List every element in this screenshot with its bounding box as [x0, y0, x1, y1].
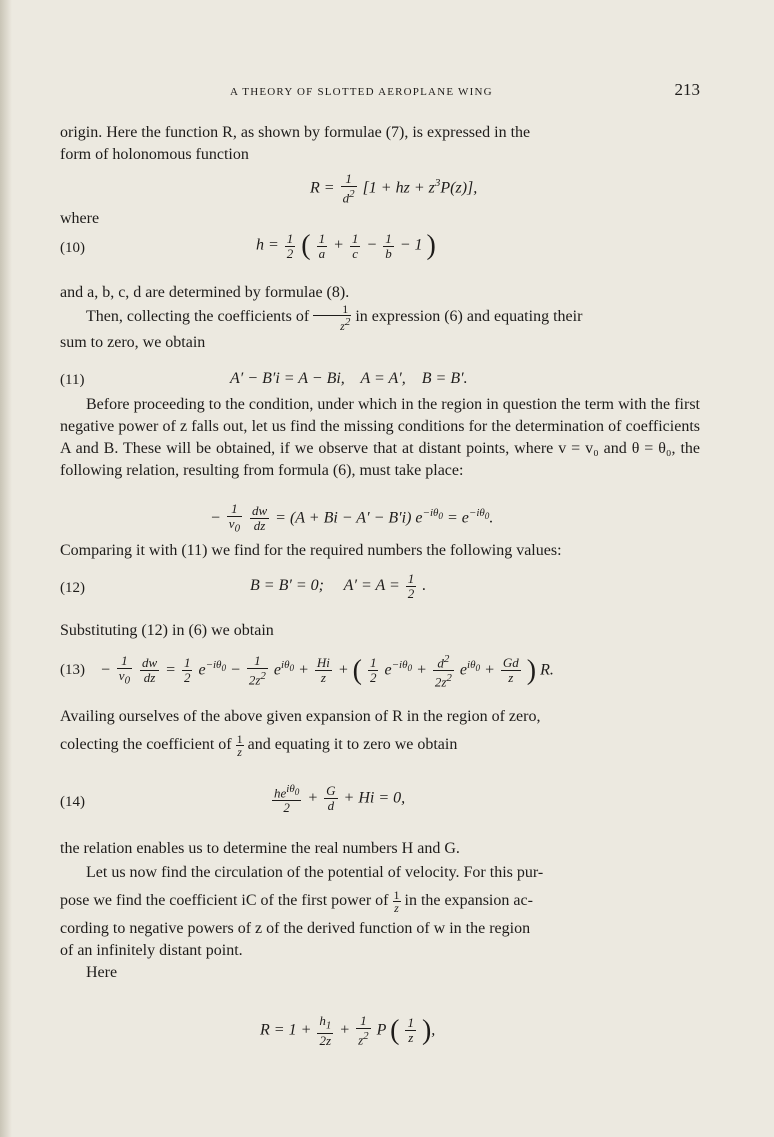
paragraph-intro — [60, 122, 700, 166]
equation-number: (12) — [60, 580, 85, 596]
equation-12: (12) B = B′ = 0; A′ = A = $\frac{1}{2}$ . — [60, 571, 427, 601]
paragraph-fragment: Then, collecting the coefficients of — [86, 308, 310, 325]
equation-number: (14) — [60, 794, 85, 810]
equation-13: (13) − $\frac{1}{v_0}$ $\frac{dw}{dz}$ = $\frac{1}{2}$ $e^{-i\theta_0}$ − $\frac{1}{2z^2}$ $e^{i\theta_0}$ + $\frac{Hi}{z}$ + ( $\frac{1}{2}$ $e^{-i\theta_0}$ + $\frac{d^2}{2z^2}$ $e^{i\theta_0}$ + $\frac{Gd}{z}$ ) R. — [60, 653, 554, 690]
paragraph-circulation: Let us now find the circulation of the potential of velocity. For this pur- pose we find the coefficient iC of the first power of $\frac{1}{z}$ in the expansion ac- cording to negative powers of z of the derived function of w in the region of an infinitely distant point. Here — [60, 862, 700, 984]
paragraph-before-proceeding: Before proceeding to the condition, under which in the region in question the term with the first negative power of z falls out, let us find the missing conditions for the determination of coefficients A and B. These will be obtained, if we observe that at distant points, where v = v₀ and θ = θ₀, the following relation, resulting from formula (6), must take place: — [60, 396, 700, 479]
paragraph-fragment: and equating it to zero we obtain — [247, 736, 458, 753]
equation-number: (10) — [60, 240, 85, 256]
equation-number: (11) — [60, 372, 85, 388]
paragraph-line: form of holonomous function — [60, 146, 249, 163]
paragraph-line: sum to zero, we obtain — [60, 334, 206, 351]
paragraph-fragment: in the expansion ac- — [404, 892, 533, 909]
equation-relation: − $\frac{1}{v_0}$ $\frac{dw}{dz}$ = (A + Bi − A′ − B′i) $e^{-i\theta_0} = e^{-i\theta_0}$. — [210, 501, 494, 535]
paragraph-abcd: and a, b, c, d are determined by formulae (8). — [60, 284, 350, 301]
paragraph-line: Let us now find the circulation of the potential of velocity. For this pur- — [86, 864, 544, 881]
page-edge-shadow — [0, 0, 12, 1137]
paragraph-line: cording to negative powers of z of the derived function of w in the region — [60, 920, 531, 937]
equation-14: (14) $\frac{he^{i\theta_0}}{2}$ + $\frac{G}{d}$ + Hi = 0, — [60, 783, 406, 816]
paragraph-line: Availing ourselves of the above given expansion of R in the region of zero, — [60, 708, 541, 725]
paragraph-availing: Availing ourselves of the above given expansion of R in the region of zero, colecting the coefficient of $\frac{1}{z}$ and equating it to zero we obtain — [60, 706, 700, 766]
text-where: where — [60, 210, 100, 227]
page-number: 213 — [674, 80, 700, 99]
page-header — [60, 80, 700, 104]
equation-R-expansion: R = 1 + $\frac{h_1}{2z}$ + $\frac{1}{z^2}$ P ( $\frac{1}{z}$ ), — [260, 1013, 436, 1048]
paragraph-line: Here — [86, 964, 118, 981]
paragraph-relation-enables: the relation enables us to determine the real numbers H and G. — [60, 840, 460, 857]
paragraph-fragment: in expression (6) and equating their — [355, 308, 583, 325]
paragraph-collecting: Then, collecting the coefficients of $\frac{1}{z^2}$ in expression (6) and equating their sum to zero, we obtain — [60, 302, 700, 362]
paragraph-fragment: colecting the coefficient of — [60, 736, 232, 753]
equation-R: R = $\frac{1}{d^2}$ [1 + hz + $z^3P(z)$], — [310, 171, 478, 206]
equation-11: (11) A′ − B′i = A − Bi, A = A′, B = B′. — [60, 370, 468, 388]
paragraph-comparing: Comparing it with (11) we find for the required numbers the following values: — [60, 542, 562, 559]
running-head: A THEORY OF SLOTTED AEROPLANE WING — [230, 86, 493, 98]
paragraph-line: of an infinitely distant point. — [60, 942, 243, 959]
paragraph-fragment: pose we find the coefficient iC of the first power of — [60, 892, 389, 909]
equation-10: (10) h = $\frac{1}{2}$ ( $\frac{1}{a}$ + $\frac{1}{c}$ − $\frac{1}{b}$ − 1 ) — [60, 230, 436, 261]
equation-number: (13) — [60, 662, 85, 678]
paragraph-line: origin. Here the function R, as shown by formulae (7), is expressed in the — [60, 124, 531, 141]
paragraph-substituting: Substituting (12) in (6) we obtain — [60, 622, 274, 639]
